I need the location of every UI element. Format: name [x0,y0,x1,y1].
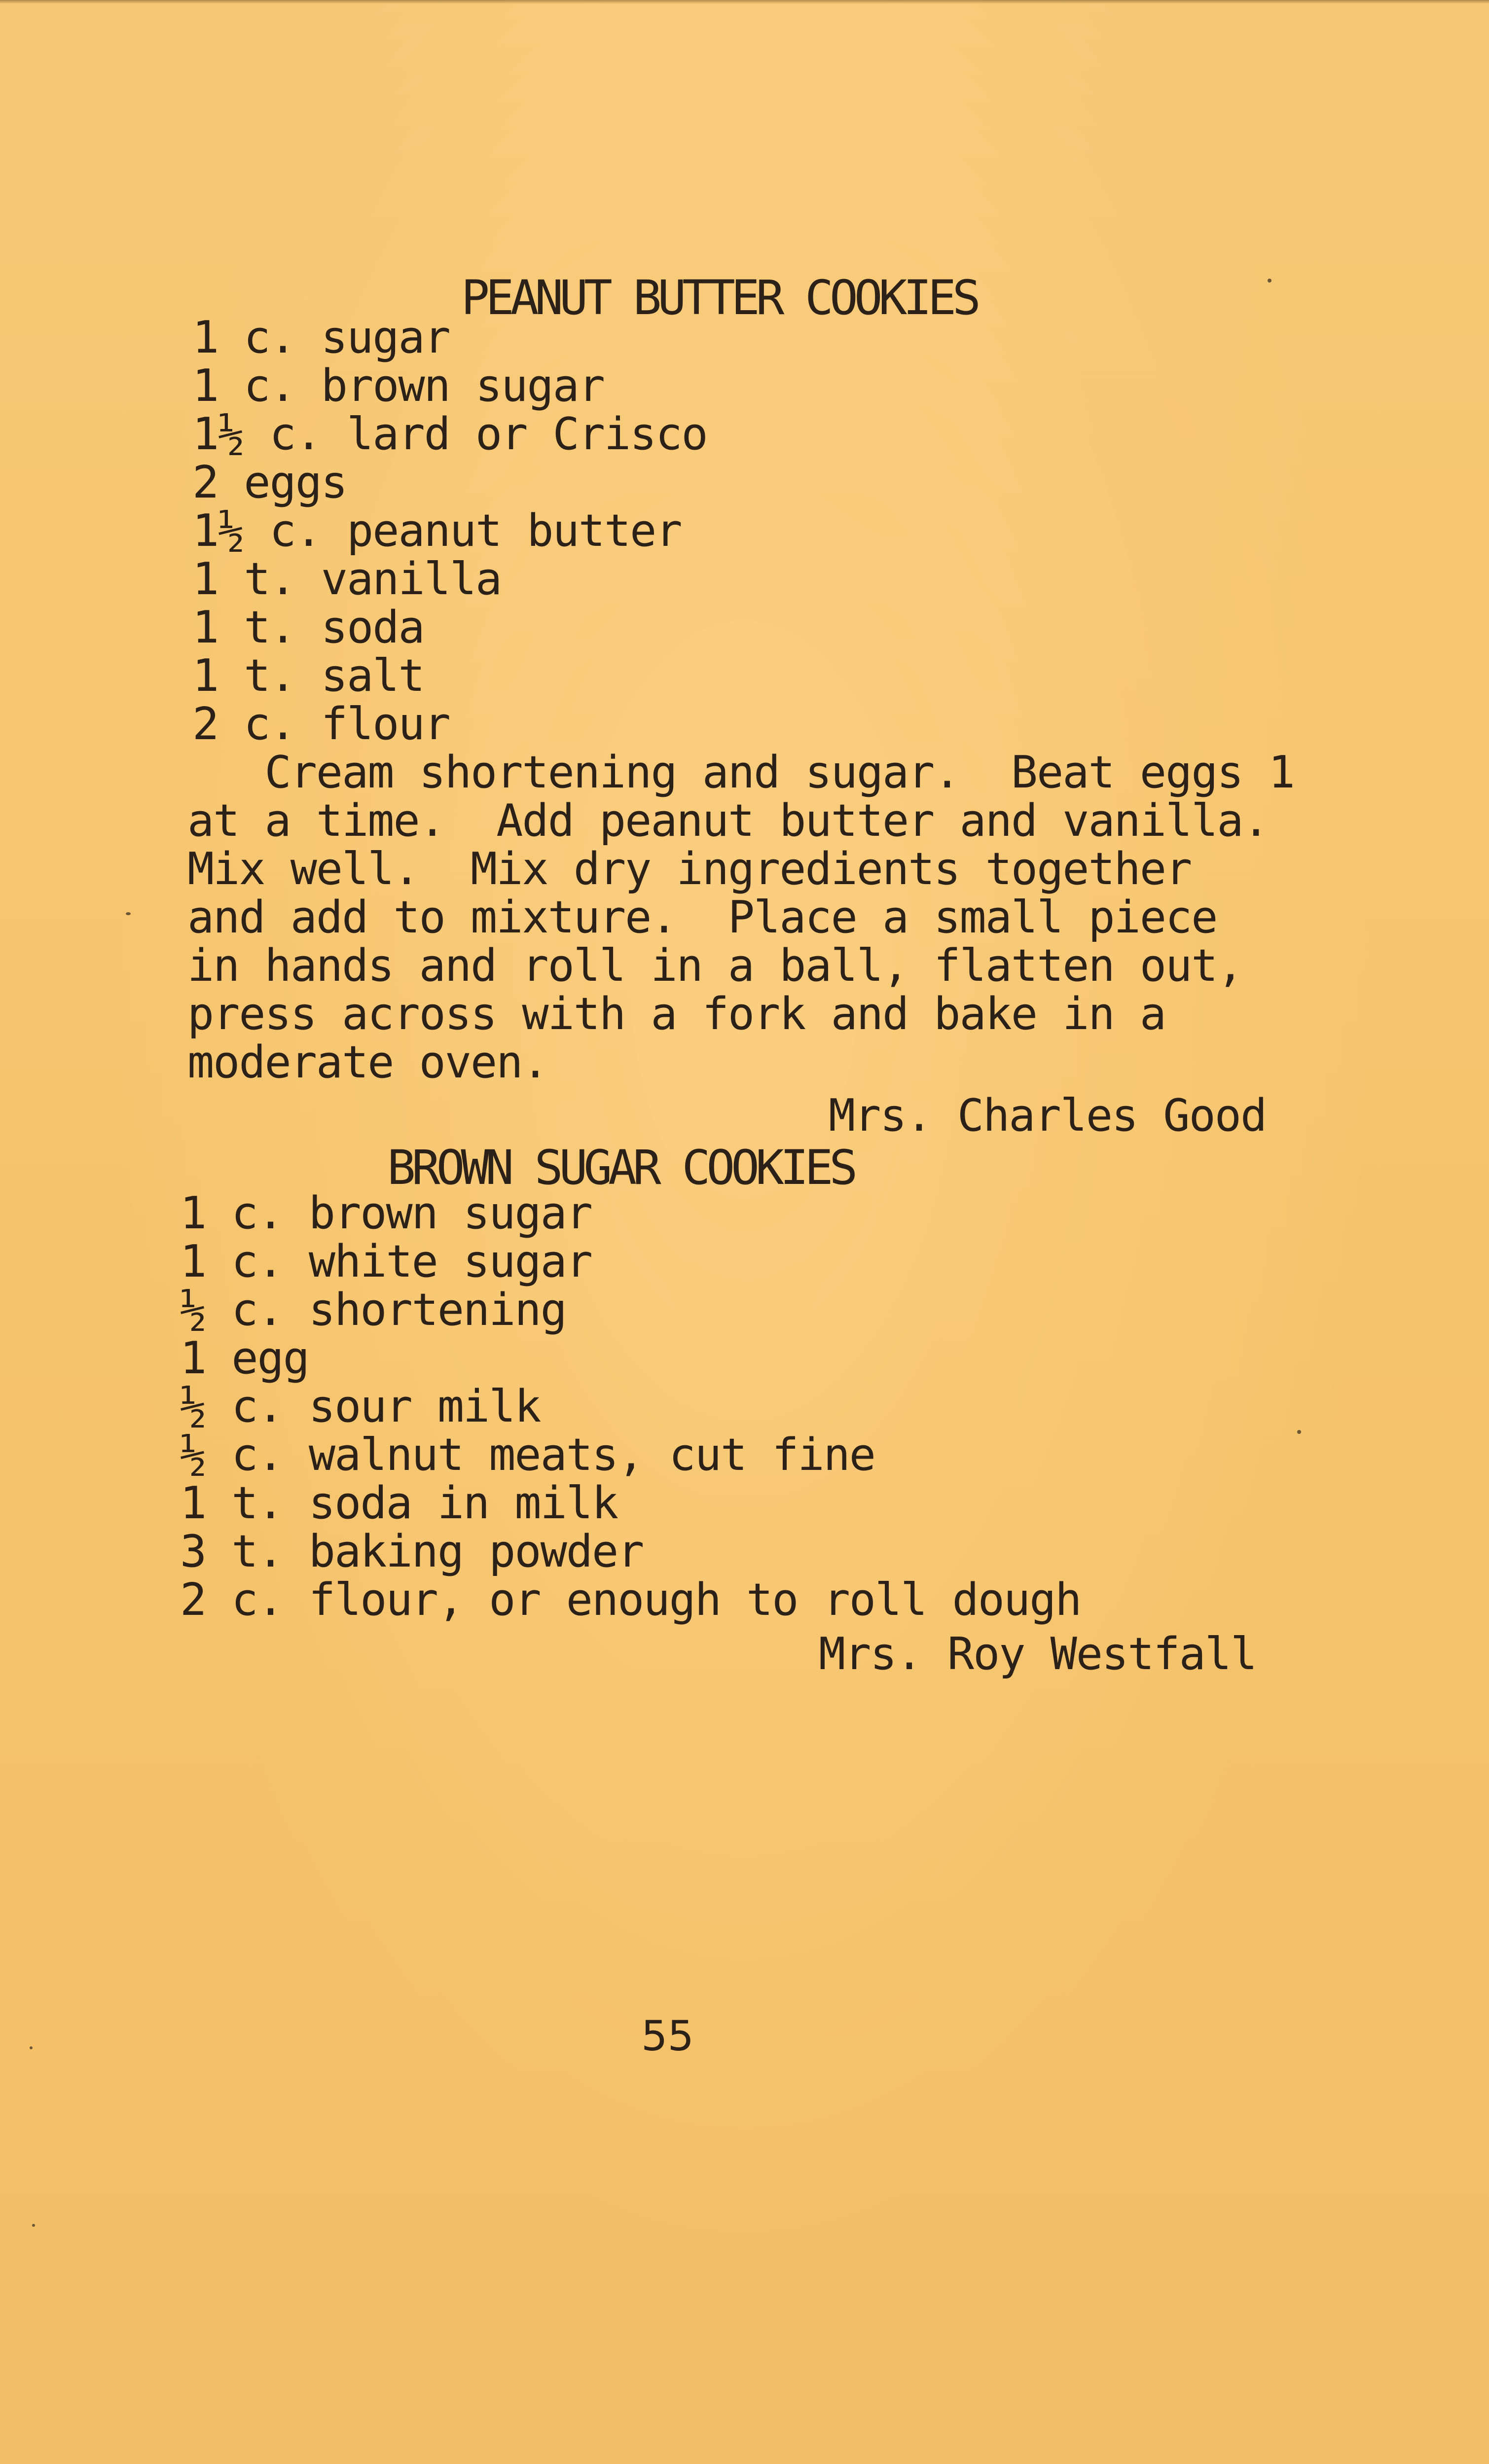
paper-speck [1268,279,1271,283]
recipe1-title: PEANUT BUTTER COOKIES [461,270,977,325]
page-top-edge [0,0,1489,4]
recipe1-ingredient: 1 t. salt [192,650,424,702]
paper-speck [1297,1430,1301,1434]
recipe2-title: BROWN SUGAR COOKIES [387,1140,854,1195]
recipe1-directions-line: at a time. Add peanut butter and vanilla. [187,795,1269,847]
paper-speck [126,912,131,915]
recipe1-contributor: Mrs. Charles Good [829,1090,1267,1142]
paper-speck [32,2224,35,2227]
recipe2-ingredient: ½ c. shortening [180,1284,566,1336]
recipe1-ingredient: 1 t. soda [192,602,424,653]
recipe2-ingredient: 1 c. brown sugar [180,1187,592,1239]
recipe1-directions-line: press across with a fork and bake in a [187,988,1166,1040]
recipe2-ingredient: ½ c. sour milk [180,1381,541,1432]
recipe1-directions-line: in hands and roll in a ball, flatten out, [187,940,1243,992]
recipe1-ingredient: 2 c. flour [192,698,450,750]
recipe1-directions-line: Cream shortening and sugar. Beat eggs 1 [187,747,1294,798]
recipe2-ingredient: 2 c. flour, or enough to roll dough [180,1574,1081,1626]
recipe2-contributor: Mrs. Roy Westfall [819,1628,1257,1680]
recipe1-ingredient: 1½ c. peanut butter [192,505,682,557]
paper-speck [30,2046,33,2049]
recipe1-ingredient: 2 eggs [192,457,347,508]
recipe2-ingredient: ½ c. walnut meats, cut fine [180,1429,875,1481]
recipe2-ingredient: 3 t. baking powder [180,1526,644,1577]
recipe1-directions-line: and add to mixture. Place a small piece [187,892,1217,943]
recipe2-ingredient: 1 egg [180,1332,309,1384]
recipe1-ingredient: 1 t. vanilla [192,553,502,605]
page-number: 55 [641,2012,694,2060]
recipe1-ingredient: 1½ c. lard or Crisco [192,408,707,460]
recipe1-ingredient: 1 c. sugar [192,312,450,363]
recipe2-ingredient: 1 c. white sugar [180,1236,592,1287]
recipe2-ingredient: 1 t. soda in milk [180,1477,618,1529]
recipe1-directions-line: Mix well. Mix dry ingredients together [187,843,1192,895]
recipe1-ingredient: 1 c. brown sugar [192,360,604,412]
recipe1-directions-line: moderate oven. [187,1036,548,1088]
